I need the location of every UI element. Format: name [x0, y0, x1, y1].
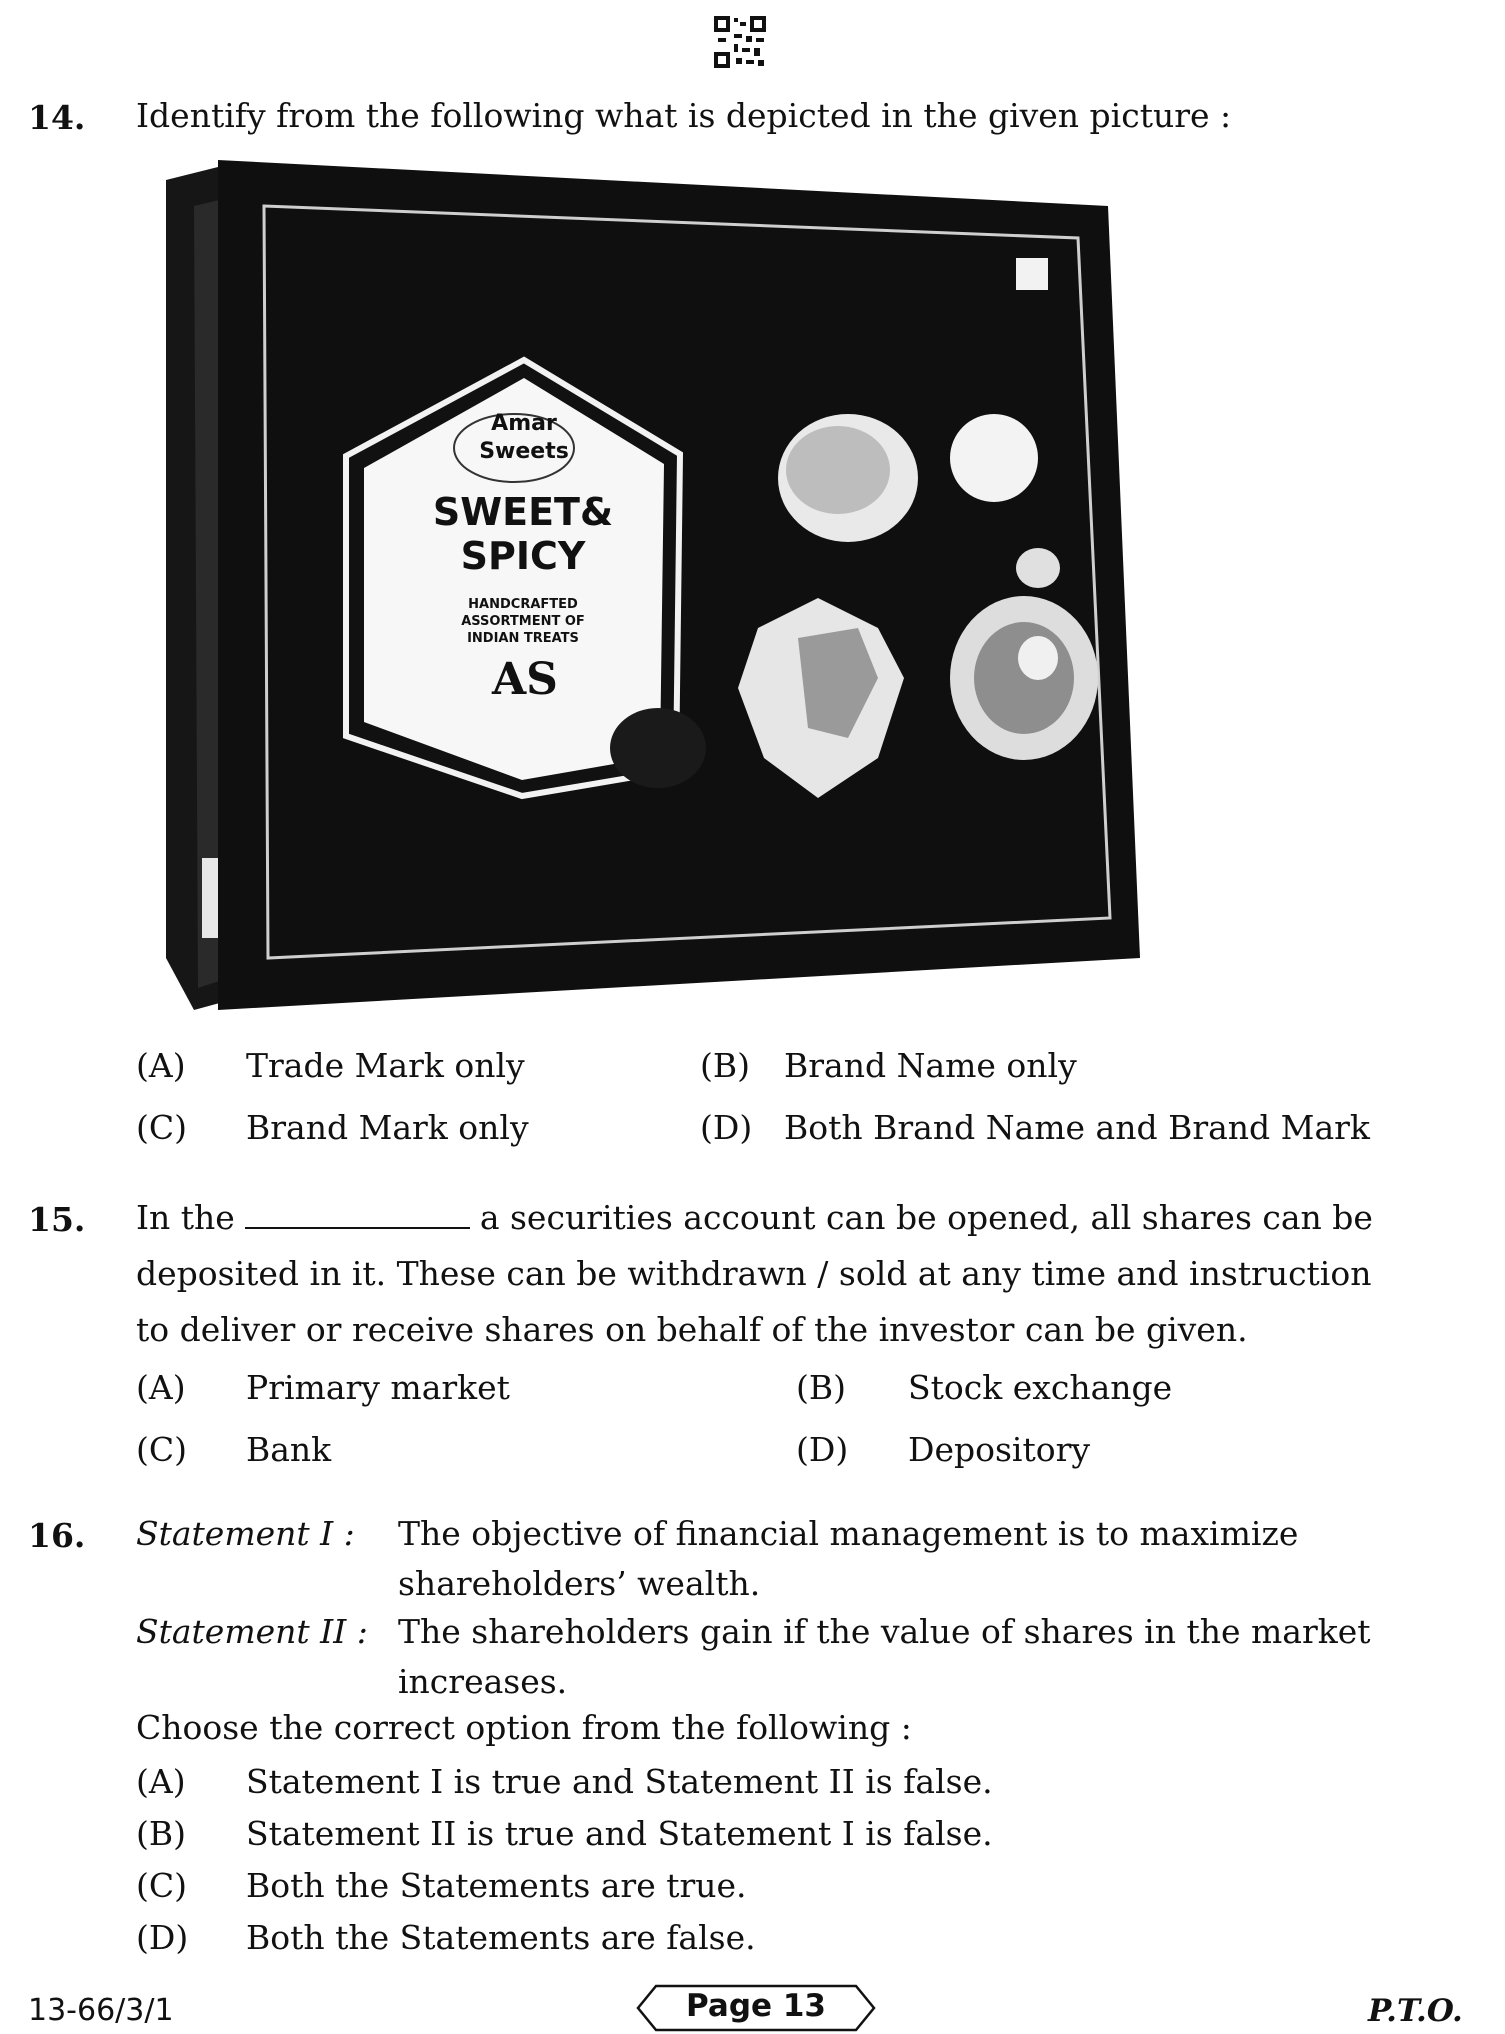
question-number: 14. [28, 98, 86, 137]
page-number: Page 13 [686, 1988, 826, 2024]
box-title-line2: SPICY [460, 534, 586, 578]
option-letter: (D) [136, 1918, 189, 1957]
qr-code-icon [712, 14, 768, 70]
question-text-line: deposited in it. These can be withdrawn / sold at any time and instruction [136, 1254, 1372, 1293]
option-letter: (A) [136, 1762, 186, 1801]
option-letter: (B) [796, 1368, 846, 1407]
option-letter: (A) [136, 1046, 186, 1085]
question-instruction: Choose the correct option from the following : [136, 1708, 912, 1747]
option-letter: (C) [136, 1866, 187, 1905]
question-text-pre: In the [136, 1198, 235, 1237]
box-brand-line1: Amar [491, 411, 557, 436]
option-letter: (B) [700, 1046, 750, 1085]
statement-label: Statement II : [136, 1612, 368, 1651]
box-brand-line2: Sweets [479, 439, 569, 464]
option-text: Both the Statements are true. [246, 1866, 747, 1905]
option-text: Trade Mark only [246, 1046, 525, 1085]
box-subtitle-line3: INDIAN TREATS [467, 631, 579, 646]
option-text: Both the Statements are false. [246, 1918, 756, 1957]
box-subtitle [398, 596, 648, 647]
option-text: Bank [246, 1430, 332, 1469]
question-text-line: to deliver or receive shares on behalf of the investor can be given. [136, 1310, 1248, 1349]
box-title-line1: SWEET& [432, 490, 614, 534]
statement-label: Statement I : [136, 1514, 355, 1553]
option-text: Brand Name only [784, 1046, 1077, 1085]
option-letter: (C) [136, 1108, 187, 1147]
page-number-tag [634, 1978, 878, 2034]
box-title [364, 490, 682, 578]
option-letter: (D) [700, 1108, 753, 1147]
box-subtitle-line2: ASSORTMENT OF [461, 614, 585, 629]
box-logo: AS [492, 654, 558, 705]
option-text: Brand Mark only [246, 1108, 529, 1147]
question-text-post: a securities account can be opened, all shares can be [479, 1198, 1373, 1237]
option-text: Stock exchange [908, 1368, 1173, 1407]
statement-text: increases. [398, 1662, 568, 1701]
option-letter: (D) [796, 1430, 849, 1469]
pto-label: P.T.O. [1368, 1993, 1463, 2029]
paper-code: 13-66/3/1 [28, 1993, 174, 2028]
option-text: Statement II is true and Statement I is false. [246, 1814, 993, 1853]
question-text: Identify from the following what is depicted in the given picture : [136, 96, 1232, 135]
option-text: Statement I is true and Statement II is false. [246, 1762, 993, 1801]
option-letter: (A) [136, 1368, 186, 1407]
option-text: Both Brand Name and Brand Mark [784, 1108, 1370, 1147]
box-brand [458, 410, 590, 466]
question-number: 15. [28, 1200, 86, 1239]
option-letter: (C) [136, 1430, 187, 1469]
statement-text: The shareholders gain if the value of shares in the market [398, 1612, 1371, 1651]
statement-text: The objective of financial management is to maximize [398, 1514, 1299, 1553]
statement-text: shareholders’ wealth. [398, 1564, 761, 1603]
option-text: Depository [908, 1430, 1091, 1469]
box-subtitle-line1: HANDCRAFTED [468, 597, 578, 612]
option-text: Primary market [246, 1368, 510, 1407]
option-letter: (B) [136, 1814, 186, 1853]
answer-blank [245, 1205, 470, 1229]
sweet-box-image [158, 158, 1150, 1010]
question-number: 16. [28, 1516, 86, 1555]
question-text [136, 1190, 1396, 1246]
